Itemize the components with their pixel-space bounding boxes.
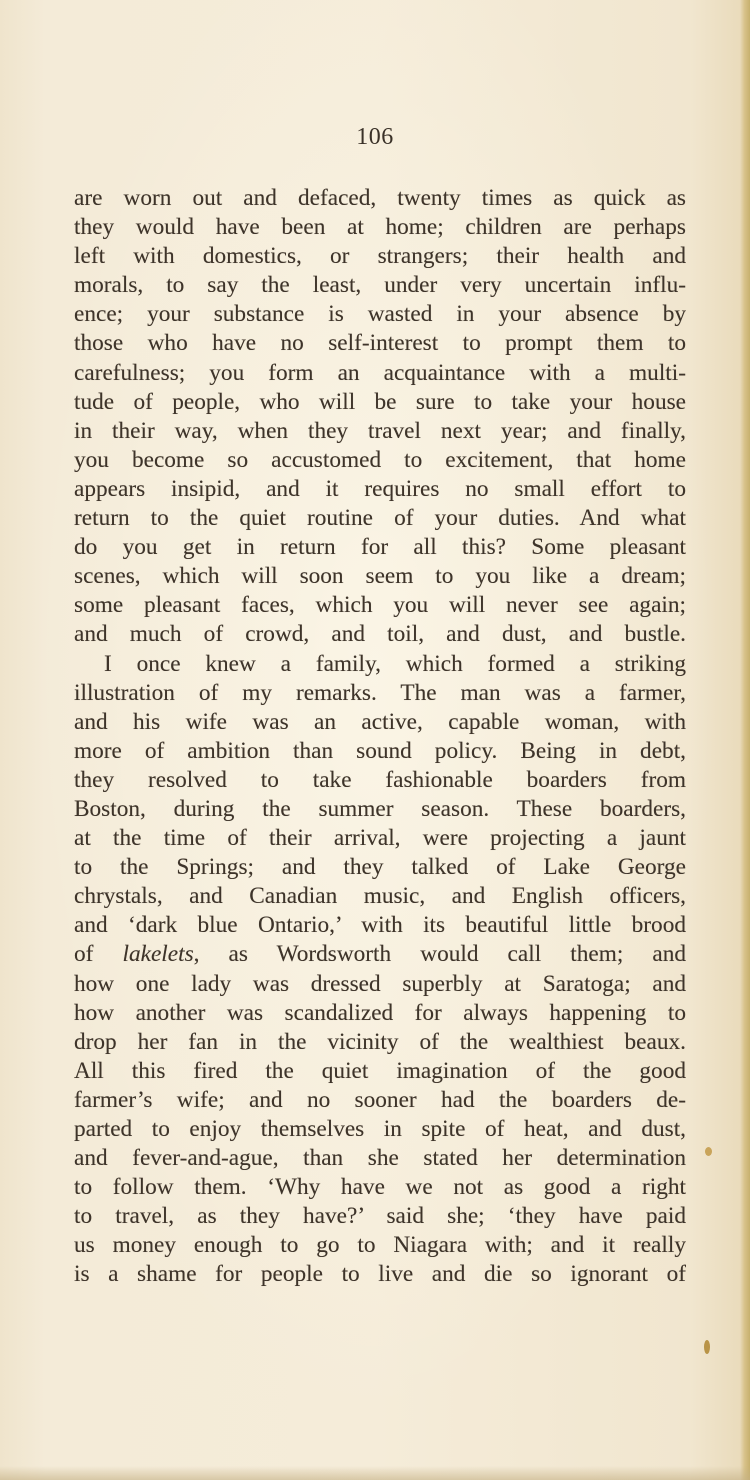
text-line: in their way, when they travel next year; and finally, [74, 417, 686, 444]
text-line: and fever-and-ague, than she stated her determination [74, 1145, 686, 1172]
text-line: carefulness; you form an acquaintance with a multi- [74, 359, 686, 386]
text-line: us money enough to go to Niagara with; and it really [74, 1232, 686, 1259]
text-line: you become so accustomed to excitement, that home [74, 446, 686, 473]
text-line: appears insipid, and it requires no small effort to [74, 475, 686, 502]
text-line: parted to enjoy themselves in spite of heat, and dust, [74, 1116, 686, 1142]
text-line: they resolved to take fashionable boarders from [74, 766, 686, 793]
italic-word: lakelets [122, 941, 194, 968]
text-line: drop her fan in the vicinity of the wealthiest beaux. [74, 1028, 686, 1055]
text-line: and much of crowd, and toil, and dust, and bustle. [74, 621, 686, 648]
text-line: ence; your substance is wasted in your absence by [74, 301, 686, 328]
paragraph-first-line: I once knew a family, which formed a striking [104, 650, 686, 677]
text-segment: of [74, 941, 123, 968]
text-line: to travel, as they have?’ said she; ‘they have paid [74, 1203, 686, 1230]
text-line: those who have no self-interest to prompt them to [74, 330, 686, 357]
text-line: farmer’s wife; and no sooner had the boarders de- [74, 1086, 686, 1113]
page-number: 106 [356, 124, 394, 150]
page-bottom-shadow [0, 1466, 750, 1480]
text-line: left with domestics, or strangers; their health and [74, 243, 686, 270]
text-line: to the Springs; and they talked of Lake George [74, 854, 686, 881]
text-segment: , as Wordsworth would call them; and [193, 941, 686, 968]
text-line: return to the quiet routine of your duties. And what [74, 505, 686, 532]
text-line: are worn out and defaced, twenty times as quick as [74, 185, 686, 211]
text-line: is a shame for people to live and die so ignorant of [74, 1261, 686, 1288]
body-text [74, 184, 686, 1290]
text-line: at the time of their arrival, were projecting a jaunt [74, 825, 686, 852]
text-line: and his wife was an active, capable woman, with [74, 708, 686, 735]
text-line: All this fired the quiet imagination of the good [74, 1057, 686, 1084]
text-line: morals, to say the least, under very uncertain influ- [74, 272, 686, 299]
text-line: some pleasant faces, which you will never see again; [74, 592, 686, 619]
text-line: and ‘dark blue Ontario,’ with its beautiful little brood [74, 912, 686, 939]
paper-speck [705, 1147, 712, 1156]
text-line: do you get in return for all this? Some pleasant [74, 534, 686, 561]
text-line: tude of people, who will be sure to take your house [74, 388, 686, 415]
text-line: more of ambition than sound policy. Being in debt, [74, 737, 686, 764]
text-line: how one lady was dressed superbly at Saratoga; and [74, 970, 686, 997]
text-line: Boston, during the summer season. These boarders, [74, 795, 686, 822]
paper-speck [704, 1340, 710, 1354]
text-line [74, 940, 686, 969]
text-line: chrystals, and Canadian music, and English officers, [74, 883, 686, 910]
text-line: to follow them. ‘Why have we not as good a right [74, 1174, 686, 1201]
page-edge-shadow [740, 0, 750, 1480]
text-line: they would have been at home; children are perhaps [74, 214, 686, 241]
text-line: illustration of my remarks. The man was a farmer, [74, 679, 686, 706]
text-line: how another was scandalized for always happening to [74, 999, 686, 1026]
text-line: scenes, which will soon seem to you like a dream; [74, 563, 686, 590]
